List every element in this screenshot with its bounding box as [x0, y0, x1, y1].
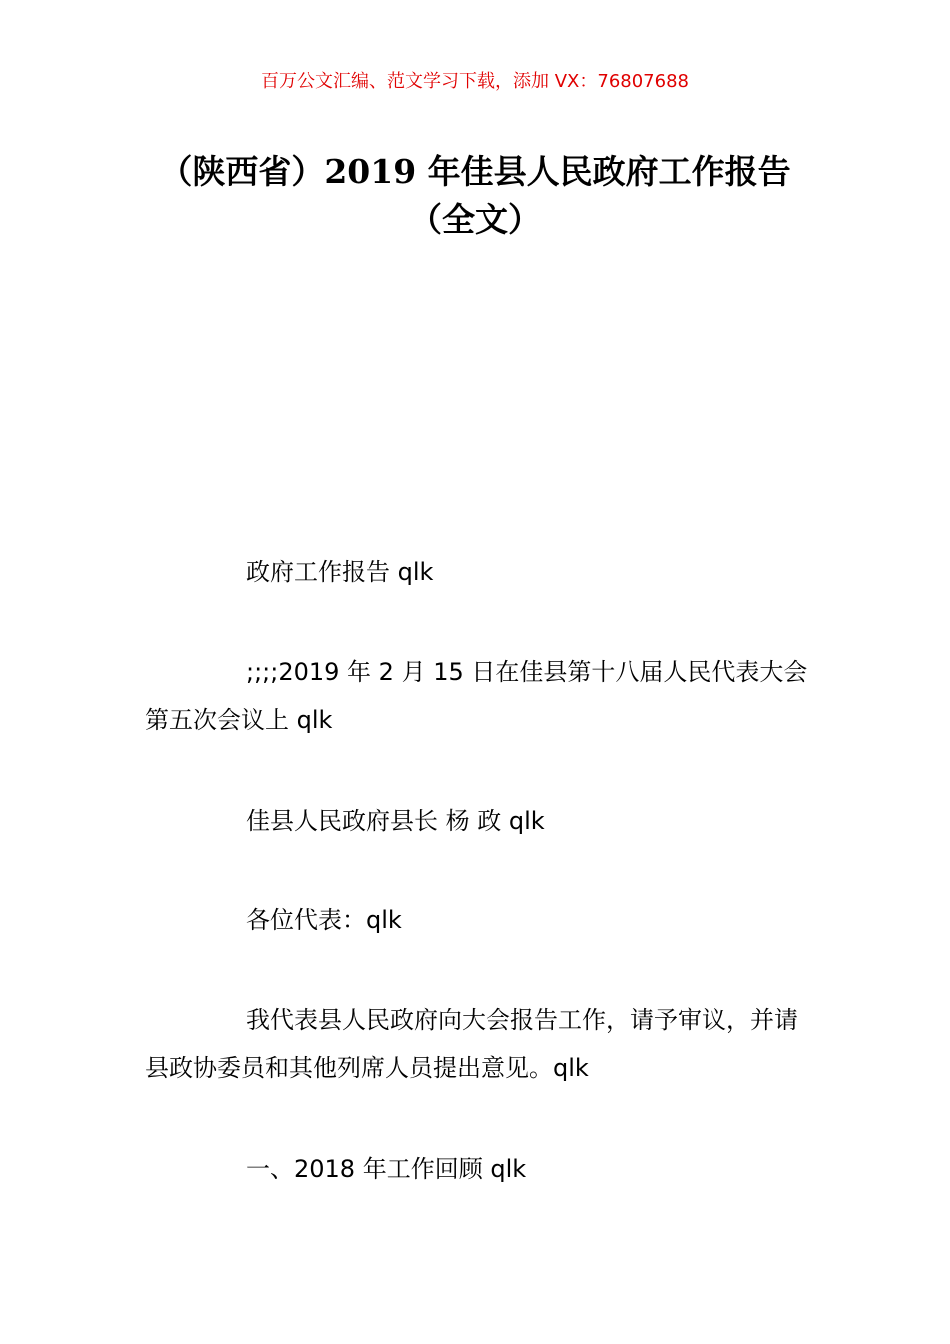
title-line-2: （全文） — [409, 200, 541, 239]
title-line-1: （陕西省）2019 年佳县人民政府工作报告 — [159, 152, 791, 191]
paragraph-salutation: 各位代表：qlk — [246, 906, 402, 934]
paragraph-meeting-date: ;;;;2019 年 2 月 15 日在佳县第十八届人民代表大会第五次会议上 qlk — [145, 658, 808, 734]
paragraph-report-label: 政府工作报告 qlk — [246, 558, 434, 586]
document-title — [100, 148, 850, 244]
paragraph-intro: 我代表县人民政府向大会报告工作，请予审议，并请县政协委员和其他列席人员提出意见。qlk — [145, 1006, 798, 1082]
paragraph-speaker: 佳县人民政府县长 杨 政 qlk — [246, 807, 545, 835]
header-note: 百万公文汇编、范文学习下载，添加 VX：76807688 — [261, 71, 689, 92]
section-heading-review: 一、2018 年工作回顾 qlk — [246, 1155, 527, 1183]
